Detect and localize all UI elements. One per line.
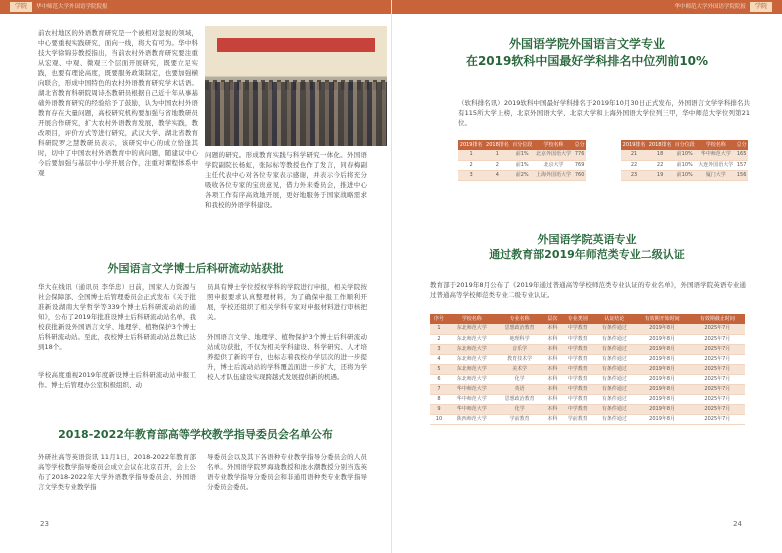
table-cell: 大连外国语大学 bbox=[696, 160, 735, 170]
table-cell: 中学教育 bbox=[561, 334, 594, 344]
table-header-cell: 2019排名 bbox=[458, 140, 484, 150]
table-cell: 2025年7月 bbox=[690, 414, 745, 424]
table-cell: 华中师范大学 bbox=[448, 384, 496, 394]
table-cell: 769 bbox=[573, 160, 586, 170]
table-cell: 思想政治教育 bbox=[496, 394, 544, 404]
page-number: 23 bbox=[40, 520, 49, 528]
table-header-cell: 序号 bbox=[430, 314, 448, 324]
table-cell: 前2% bbox=[511, 170, 534, 180]
table-cell: 有条件通过 bbox=[594, 334, 634, 344]
table-cell: 有条件通过 bbox=[594, 404, 634, 414]
table-cell: 22 bbox=[621, 160, 647, 170]
table-cell: 776 bbox=[573, 150, 586, 160]
table-cell: 美术学 bbox=[496, 364, 544, 374]
table-cell: 18 bbox=[647, 150, 673, 160]
table-cell: 有条件通过 bbox=[594, 364, 634, 374]
table-cell: 2019年8月 bbox=[635, 394, 690, 404]
committee-heading: 2018-2022年教育部高等学校教学指导委员会名单公布 bbox=[58, 428, 333, 441]
table-cell: 2019年8月 bbox=[635, 384, 690, 394]
table-row bbox=[430, 414, 745, 424]
ranking-heading bbox=[392, 36, 782, 70]
table-cell: 有条件通过 bbox=[594, 394, 634, 404]
table-row bbox=[430, 344, 745, 354]
table-header-cell: 学校名称 bbox=[534, 140, 573, 150]
certification-heading-line-1: 外国语学院英语专业 bbox=[537, 233, 637, 246]
table-cell: 学前教育 bbox=[561, 414, 594, 424]
table-header-cell: 专业名称 bbox=[496, 314, 544, 324]
photo-banner bbox=[217, 38, 375, 52]
table-cell: 前1% bbox=[511, 160, 534, 170]
table-row bbox=[430, 374, 745, 384]
table-cell: 2025年7月 bbox=[690, 334, 745, 344]
table-cell: 2025年7月 bbox=[690, 344, 745, 354]
header-caption: 华中师范大学外国语学院院报 bbox=[674, 4, 746, 10]
table-cell: 2 bbox=[458, 160, 484, 170]
table-cell: 中学教育 bbox=[561, 354, 594, 364]
ranking-heading-line-2: 在2019软科中国最好学科排名中位列前10% bbox=[465, 54, 709, 68]
table-row bbox=[430, 364, 745, 374]
table-row bbox=[430, 384, 745, 394]
table-cell: 前1% bbox=[511, 150, 534, 160]
table-row bbox=[458, 160, 586, 170]
table-cell: 2019年8月 bbox=[635, 344, 690, 354]
table-cell: 有条件通过 bbox=[594, 354, 634, 364]
table-cell: 前10% bbox=[673, 160, 696, 170]
table-cell: 中学教育 bbox=[561, 394, 594, 404]
table-cell: 2025年7月 bbox=[690, 374, 745, 384]
table-cell: 2025年7月 bbox=[690, 354, 745, 364]
ranking-table-top bbox=[458, 140, 586, 181]
table-cell: 本科 bbox=[543, 404, 561, 414]
table-header-cell: 2019排名 bbox=[621, 140, 647, 150]
table-cell: 东北师范大学 bbox=[448, 344, 496, 354]
table-cell: 7 bbox=[430, 384, 448, 394]
header-caption: 华中师范大学外国语学院院报 bbox=[36, 4, 108, 10]
table-cell: 2019年8月 bbox=[635, 374, 690, 384]
table-cell: 本科 bbox=[543, 334, 561, 344]
table-cell: 23 bbox=[621, 170, 647, 180]
table-cell: 5 bbox=[430, 364, 448, 374]
table-cell: 本科 bbox=[543, 324, 561, 334]
table-header-cell: 认证结论 bbox=[594, 314, 634, 324]
header-bar bbox=[0, 0, 391, 14]
table-cell: 9 bbox=[430, 404, 448, 414]
table-header-cell: 专业类别 bbox=[561, 314, 594, 324]
table-cell: 2019年8月 bbox=[635, 324, 690, 334]
table-cell: 本科 bbox=[543, 374, 561, 384]
right-column-paragraph: 问题的研究。形成教育实践与科学研究一体化。外国语学院副院长杨虹，张际标等教授也作了发言，同春梅副主任代表中心对各位专家表示感谢，并表示今后将充分吸收各位专家的宝贵意见，借力外来委员会，推进中心各项工作有序高效地开展，更好地服务于国家战略需求和我校的外语学科建设。 bbox=[205, 151, 367, 209]
table-cell: 东北师范大学 bbox=[448, 374, 496, 384]
table-cell: 化学 bbox=[496, 374, 544, 384]
table-cell: 2019年8月 bbox=[635, 414, 690, 424]
table-cell: 2025年7月 bbox=[690, 384, 745, 394]
table-row bbox=[430, 394, 745, 404]
table-cell: 3 bbox=[430, 344, 448, 354]
table-cell: 2019年8月 bbox=[635, 364, 690, 374]
table-cell: 前10% bbox=[673, 150, 696, 160]
table-cell: 165 bbox=[735, 150, 748, 160]
ranking-paragraph: （软科排名讯）2019软科中国最好学科排名于2019年10月30日正式发布，外国语言文学学科排名共有115所大学上榜，北京外国语大学、北京大学和上海外国语大学位列三甲，华中师范大学位列第21位。 bbox=[458, 99, 750, 127]
table-cell: 10 bbox=[430, 414, 448, 424]
table-header-cell: 有效期截止时间 bbox=[690, 314, 745, 324]
certification-heading bbox=[392, 232, 782, 262]
table-cell: 8 bbox=[430, 394, 448, 404]
table-header-cell: 学校名称 bbox=[696, 140, 735, 150]
table-cell: 3 bbox=[458, 170, 484, 180]
intro-paragraph: 前农村地区的外语教育研究是一个被相对忽视的领域，中心要重视实践研究，面向一线，将大有可为。华中科技大学徐锦芬教授指出，当前农村外语教育研究要注重从宏观、中观、微观三个层面开展研究，既要立足实践，也要有理论高度，既要服务政策制定，也要加强横向联合，形成中国特色的农村外语教育研究学术话语。湖北省教育科研院周诗杰教研员根据自己近十年从事基础外语教育研究的经验给予了鼓励，认为中国农村外语教育存在大量问题，高校研究机构要加强与省地教研员开展合作研究，扩大农村外语教育发展，教学实践，教改项目，评价方式等进行研究，武汉大学、湖北省教育科研院罗之慧教研员表示，该研究中心的成立恰逢其时，切中了中国农村外语教育中的真问题，随建议中心今后要加强与基层中小学开展合作，注重对课程体系中观 bbox=[38, 29, 198, 177]
table-cell: 英语 bbox=[496, 384, 544, 394]
table-cell: 4 bbox=[430, 354, 448, 364]
table-header-cell: 百分位段 bbox=[511, 140, 534, 150]
certification-paragraph: 教育部于2019年8月公布了《2019年通过普通高等学校师范类专业认证的专业名单》，外国语学院英语专业通过普通高等学校师范类专业二级专业认证。 bbox=[430, 281, 746, 299]
table-row bbox=[621, 160, 748, 170]
table-cell: 4 bbox=[484, 170, 510, 180]
table-header-cell: 学校名称 bbox=[448, 314, 496, 324]
table-cell: 2025年7月 bbox=[690, 324, 745, 334]
table-cell: 有条件通过 bbox=[594, 324, 634, 334]
table-cell: 华中师范大学 bbox=[448, 394, 496, 404]
table-cell: 前10% bbox=[673, 170, 696, 180]
table-cell: 学前教育 bbox=[496, 414, 544, 424]
table-cell: 东北师范大学 bbox=[448, 364, 496, 374]
postdoc-paragraph-3: 员具有博士学位授权学科的学院进行申报，相关学院按照申报要求认真整理材料，为了确保申报工作顺利开展，学校还组织了相关学科专家对申报材料进行审核把关。 bbox=[207, 283, 367, 321]
table-cell: 中学教育 bbox=[561, 324, 594, 334]
table-cell: 有条件通过 bbox=[594, 344, 634, 354]
table-cell: 中学教育 bbox=[561, 374, 594, 384]
page-number: 24 bbox=[733, 520, 742, 528]
logo: 学院 bbox=[10, 2, 32, 12]
table-row bbox=[430, 354, 745, 364]
table-header-cell: 层次 bbox=[543, 314, 561, 324]
table-cell: 东北师范大学 bbox=[448, 354, 496, 364]
table-cell: 有条件通过 bbox=[594, 384, 634, 394]
table-cell: 21 bbox=[621, 150, 647, 160]
table-cell: 教育技术学 bbox=[496, 354, 544, 364]
table-cell: 2019年8月 bbox=[635, 404, 690, 414]
table-header-cell: 总分 bbox=[573, 140, 586, 150]
table-header-cell: 2018排名 bbox=[647, 140, 673, 150]
table-cell: 中学教育 bbox=[561, 344, 594, 354]
table-row bbox=[621, 170, 748, 180]
table-cell: 156 bbox=[735, 170, 748, 180]
postdoc-paragraph-1: 华大在线讯（通讯员 李华忠）日前，国家人力资源与社会保障部、全国博士后管理委员会正式发布《关于批准新设湖南大学哲学等339个博士后科研流动站的通知》，公布了2019年批准设博士后科研流动站名单，我校获批新设外国语言文学、地理学、植物保护3个博士后科研流动站。至此，我校博士后科研流动站总数已达到18个。 bbox=[38, 283, 196, 351]
postdoc-heading: 外国语言文学博士后科研流动站获批 bbox=[107, 262, 284, 275]
table-row bbox=[458, 170, 586, 180]
table-cell: 2 bbox=[430, 334, 448, 344]
table-cell: 1 bbox=[430, 324, 448, 334]
table-row bbox=[458, 150, 586, 160]
table-cell: 1 bbox=[458, 150, 484, 160]
table-header-cell: 有效期开始时间 bbox=[635, 314, 690, 324]
table-cell: 1 bbox=[484, 150, 510, 160]
logo: 学院 bbox=[750, 2, 772, 12]
table-cell: 本科 bbox=[543, 414, 561, 424]
table-header-cell: 百分位段 bbox=[673, 140, 696, 150]
table-row bbox=[430, 334, 745, 344]
table-cell: 东北师范大学 bbox=[448, 324, 496, 334]
ranking-heading-line-1: 外国语学院外国语言文学专业 bbox=[508, 37, 665, 51]
table-row bbox=[430, 404, 745, 414]
certification-heading-line-2: 通过教育部2019年师范类专业二级认证 bbox=[489, 248, 685, 261]
table-cell: 北京外国语大学 bbox=[534, 150, 573, 160]
table-row bbox=[621, 150, 748, 160]
committee-paragraph-1: 外研社高等英语资讯 11月1日，2018-2022年教育部高等学校教学指导委员会成立会议在北京召开，会上公布了2018-2022年大学外语教学指导委员会、外国语言文学类专业教学指 bbox=[38, 453, 196, 491]
table-cell: 2025年7月 bbox=[690, 364, 745, 374]
table-cell: 本科 bbox=[543, 384, 561, 394]
certification-table bbox=[430, 314, 745, 425]
table-cell: 地理科学 bbox=[496, 334, 544, 344]
right-page bbox=[391, 0, 782, 553]
header-bar bbox=[392, 0, 782, 14]
table-cell: 陕西师范大学 bbox=[448, 414, 496, 424]
table-cell: 760 bbox=[573, 170, 586, 180]
ranking-table-hust bbox=[621, 140, 748, 181]
table-header-cell: 2018排名 bbox=[484, 140, 510, 150]
group-photo bbox=[205, 26, 387, 146]
table-cell: 上海外国语大学 bbox=[534, 170, 573, 180]
table-cell: 本科 bbox=[543, 364, 561, 374]
table-cell: 北京大学 bbox=[534, 160, 573, 170]
table-cell: 华中师范大学 bbox=[448, 404, 496, 414]
photo-people bbox=[205, 82, 387, 146]
table-cell: 2025年7月 bbox=[690, 404, 745, 414]
table-cell: 音乐学 bbox=[496, 344, 544, 354]
postdoc-paragraph-2: 学校高度重视2019年度新设博士后科研流动站申报工作。博士后管理办公室积极组织、动 bbox=[38, 371, 196, 389]
table-cell: 化学 bbox=[496, 404, 544, 414]
table-cell: 思想政治教育 bbox=[496, 324, 544, 334]
table-cell: 2019年8月 bbox=[635, 354, 690, 364]
table-cell: 中学教育 bbox=[561, 384, 594, 394]
committee-paragraph-2: 导委员会以及其下各语种专业教学指导分委员会的人员名单。外国语学院罗海珑教授和池水潮教授分别当选英语专业教学指导分委员会和非通用语种类专业教学指导分委员会委员。 bbox=[207, 453, 367, 491]
table-cell: 华中师范大学 bbox=[696, 150, 735, 160]
table-cell: 中学教育 bbox=[561, 364, 594, 374]
table-cell: 有条件通过 bbox=[594, 374, 634, 384]
table-cell: 157 bbox=[735, 160, 748, 170]
table-cell: 19 bbox=[647, 170, 673, 180]
table-cell: 2019年8月 bbox=[635, 334, 690, 344]
table-cell: 本科 bbox=[543, 354, 561, 364]
table-cell: 2 bbox=[484, 160, 510, 170]
table-cell: 中学教育 bbox=[561, 404, 594, 414]
table-cell: 本科 bbox=[543, 344, 561, 354]
table-cell: 厦门大学 bbox=[696, 170, 735, 180]
table-header-cell: 总分 bbox=[735, 140, 748, 150]
table-cell: 本科 bbox=[543, 394, 561, 404]
table-cell: 6 bbox=[430, 374, 448, 384]
table-cell: 有条件通过 bbox=[594, 414, 634, 424]
table-cell: 22 bbox=[647, 160, 673, 170]
table-cell: 2025年7月 bbox=[690, 394, 745, 404]
table-cell: 东北师范大学 bbox=[448, 334, 496, 344]
postdoc-paragraph-4: 外国语言文学、地理学、植物保护3个博士后科研流动站成功获批，不仅为相关学科建设、科学研究、人才培养提供了新的平台，也标志着我校办学层次的进一步提升，博士后流动站的学科覆盖面进一步扩大，还将为学校人才队伍建设实现跨越式发展提供新的机遇。 bbox=[207, 333, 367, 381]
table-row bbox=[430, 324, 745, 334]
